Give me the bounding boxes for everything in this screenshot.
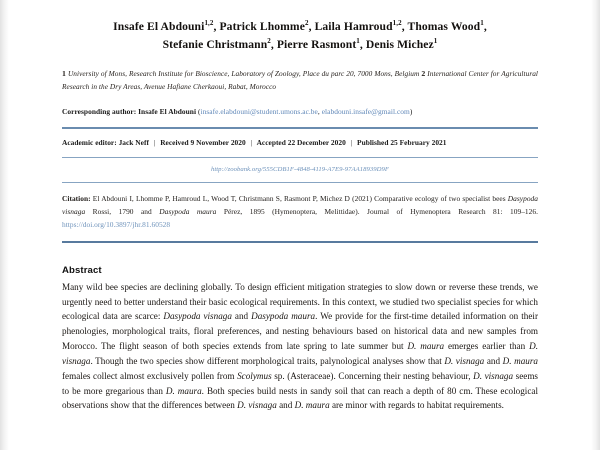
page-edge-shadow-left: [0, 0, 9, 450]
abstract-species-name: D. maura: [407, 341, 445, 352]
abstract-text: and: [231, 311, 252, 322]
author-affiliation-marker: 1,2: [204, 19, 214, 28]
abstract-species-name: D. visnaga: [62, 341, 538, 366]
article-content: [62, 18, 538, 413]
affiliation-number: 2: [421, 69, 426, 79]
author-affiliation-marker: 1,2: [392, 19, 402, 28]
citation-authority-1: Rossi, 1790 and: [85, 207, 160, 217]
affiliation-number: 1: [62, 69, 66, 79]
divider-below-editorial: [62, 157, 538, 158]
citation-species-1: Dasypoda visnaga: [62, 194, 538, 217]
citation-authors: El Abdouni I, Lhomme P, Hamroud L, Wood T, Christmann S, Rasmont P, Michez D (2021) Comparative ecology of two specialist bees: [92, 194, 508, 204]
email-separator: ,: [317, 107, 322, 117]
citation-authority-2: Pérez, 1895 (Hymenoptera, Melittidae). Journal of Hymenoptera Research 81: 109–126.: [216, 207, 538, 217]
affiliation-text: University of Mons, Research Institute for Bioscience, Laboratory of Zoology, Place du parc 20, 7000 Mons, Belgium: [67, 69, 420, 79]
citation-label: Citation:: [62, 194, 91, 204]
author-name: Denis Michez$^1$: [365, 36, 438, 51]
zoobank-link[interactable]: http://zoobank.org/555CDB1F-4848-4119-A7E9-97AA18939D9F: [210, 165, 390, 173]
academic-editor-label: Academic editor:: [62, 137, 117, 147]
affiliation-list: [62, 67, 538, 93]
abstract-text: . Both species build nests in sandy soil that can reach a depth of 80 cm. These ecological observations show that the differences between: [62, 385, 538, 411]
editorial-metadata: [62, 137, 538, 148]
abstract-species-name: D. maura: [294, 400, 330, 411]
corresponding-email-secondary[interactable]: elabdouni.insafe@gmail.com: [321, 107, 410, 117]
abstract-text: sp. (Asteraceae). Concerning their nesting behaviour,: [271, 370, 474, 381]
metadata-separator: |: [350, 137, 353, 147]
abstract-heading: Abstract: [62, 264, 102, 276]
corresponding-author-name: Insafe El Abdouni: [138, 107, 197, 117]
zoobank-registration: [62, 166, 538, 173]
page-edge-shadow-right: [591, 0, 600, 450]
corresponding-email-primary[interactable]: insafe.elabdouni@student.umons.ac.be: [200, 107, 318, 117]
abstract-species-name: Dasypoda visnaga: [163, 311, 232, 322]
divider-below-citation: [62, 241, 538, 243]
author-name: Pierre Rasmont$^1$,: [276, 36, 366, 51]
author-name: Laila Hamroud$^{1,2}$,: [314, 19, 408, 33]
divider-above-citation: [62, 182, 538, 183]
abstract-text: . We provide for the first-time detailed information on their phenologies, morphological traits, floral preferences, and nesting behaviours based on historical data and new samples from Morocco. The flight season of both species extends from late spring to late summer but: [62, 311, 539, 352]
abstract-section: [62, 265, 538, 413]
citation-block: [62, 192, 538, 232]
author-line-2: [62, 36, 538, 54]
abstract-text: females collect almost exclusively pollen from: [62, 370, 238, 381]
author-affiliation-marker: 1: [433, 36, 438, 45]
abstract-species-name: Scolymus: [237, 370, 272, 381]
divider-above-editorial: [62, 127, 538, 129]
metadata-separator: |: [250, 137, 253, 147]
author-line-1: [62, 18, 538, 36]
abstract-species-name: D. visnaga: [473, 370, 514, 381]
published-date: Published 25 February 2021: [357, 137, 447, 147]
paren-close: ): [409, 107, 413, 117]
author-affiliation-marker: 2: [304, 19, 309, 28]
abstract-species-name: D. visnaga: [237, 400, 277, 411]
abstract-species-name: D. maura: [165, 385, 202, 396]
accepted-date: Accepted 22 December 2020: [256, 137, 346, 147]
author-list: [62, 18, 538, 53]
author-name: Thomas Wood$^1$,: [407, 19, 487, 33]
abstract-species-name: D. maura: [502, 355, 538, 366]
author-affiliation-marker: 2: [267, 36, 271, 45]
author-name: Stefanie Christmann$^2$,: [162, 36, 277, 51]
abstract-text: seems to be more gregarious than: [62, 370, 538, 396]
author-affiliation-marker: 1: [356, 36, 360, 45]
citation-species-2: Dasypoda maura: [159, 207, 217, 217]
received-date: Received 9 November 2020: [160, 137, 246, 147]
paren-open: (: [197, 107, 201, 117]
abstract-species-name: Dasypoda maura: [251, 311, 316, 322]
corresponding-author: [62, 106, 538, 118]
abstract-species-name: D. visnaga: [444, 355, 485, 366]
metadata-separator: |: [153, 137, 156, 147]
abstract-text: emerges earlier than: [444, 341, 530, 352]
abstract-text: . Though the two species show different morphological traits, palynological analyses show that: [90, 355, 445, 366]
corresponding-author-label: Corresponding author:: [62, 107, 137, 117]
author-name: Insafe El Abdouni$^{1,2}$,: [113, 19, 220, 33]
abstract-text: Many wild bee species are declining globally. To design efficient mitigation strategies to slow down or reverse these trends, we urgently need to better understand their basic ecological requirements. In this context, we studied two specialist species for which ecological data are scarce:: [62, 281, 538, 322]
abstract-text: and: [484, 355, 503, 366]
abstract-body: [62, 280, 538, 413]
abstract-text: and: [276, 400, 295, 411]
abstract-text: are minor with regards to habitat requirements.: [329, 400, 504, 411]
affiliation-text: International Center for Agricultural Research in the Dry Areas, Avenue Hafiane Cherkaoui, Rabat, Morocco: [62, 69, 539, 91]
academic-editor-name: Jack Neff: [118, 137, 149, 147]
doi-link[interactable]: https://doi.org/10.3897/jhr.81.60528: [62, 220, 171, 230]
author-name: Patrick Lhomme$^2$,: [219, 19, 315, 33]
author-affiliation-marker: 1: [480, 19, 484, 28]
